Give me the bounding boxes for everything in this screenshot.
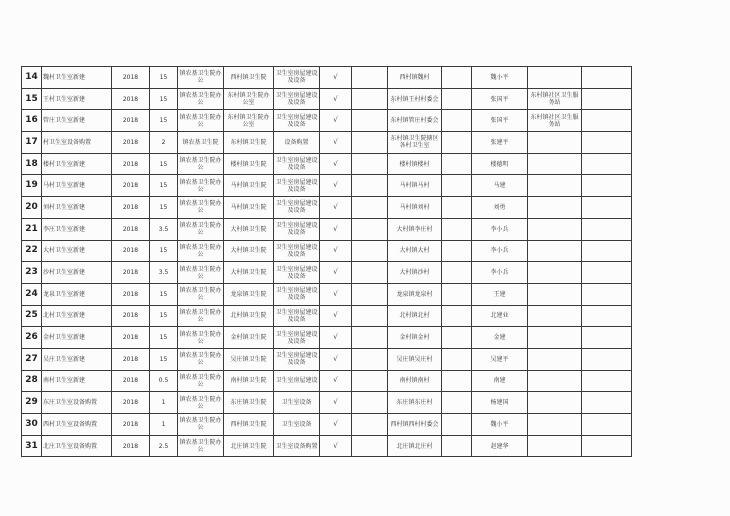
cell-no: 14 — [22, 67, 42, 89]
cell-amount: 15 — [150, 175, 178, 197]
cell-name: 王村卫生室新建 — [42, 88, 112, 110]
cell-person: 李小兵 — [472, 240, 528, 262]
cell-purpose: 卫生室房屋建设及设备 — [274, 305, 320, 327]
empty-cell — [582, 240, 632, 262]
cell-unit: 镇农基卫生院办公 — [178, 327, 224, 349]
cell-amount: 1 — [150, 392, 178, 414]
cell-extra: 东村镇社区卫生服务站 — [528, 88, 582, 110]
empty-cell — [352, 153, 388, 175]
empty-cell — [582, 88, 632, 110]
cell-unit: 镇农基卫生院办公 — [178, 240, 224, 262]
cell-person: 张国平 — [472, 110, 528, 132]
cell-owner: 楼村镇楼村 — [388, 153, 442, 175]
cell-place: 东庄镇卫生院 — [224, 392, 274, 414]
cell-person: 李小兵 — [472, 218, 528, 240]
cell-purpose: 设备购置 — [274, 132, 320, 154]
empty-cell — [442, 240, 472, 262]
cell-purpose: 卫生室房屋建设及设备 — [274, 218, 320, 240]
cell-name: 刘村卫生室新建 — [42, 197, 112, 219]
cell-place: 东村镇卫生院办公室 — [224, 88, 274, 110]
cell-owner: 马村镇刘村 — [388, 197, 442, 219]
cell-no: 20 — [22, 197, 42, 219]
cell-name: 楼村卫生室新建 — [42, 153, 112, 175]
cell-check: √ — [320, 218, 352, 240]
cell-unit: 镇农基卫生院办公 — [178, 435, 224, 457]
cell-owner: 大村镇李庄村 — [388, 218, 442, 240]
cell-year: 2018 — [112, 414, 150, 436]
cell-check: √ — [320, 240, 352, 262]
cell-no: 28 — [22, 370, 42, 392]
cell-extra — [528, 197, 582, 219]
cell-person: 王建 — [472, 283, 528, 305]
cell-unit: 镇农基卫生院办公 — [178, 414, 224, 436]
cell-unit: 镇农基卫生院 — [178, 132, 224, 154]
cell-owner: 东村镇管庄村委会 — [388, 110, 442, 132]
cell-name: 东庄卫生室设备购置 — [42, 392, 112, 414]
cell-owner: 北庄镇北庄村 — [388, 435, 442, 457]
cell-check: √ — [320, 414, 352, 436]
cell-name: 魏村卫生室新建 — [42, 67, 112, 89]
cell-year: 2018 — [112, 370, 150, 392]
cell-purpose: 卫生室设备购置 — [274, 435, 320, 457]
table-row — [22, 414, 632, 436]
cell-name: 管庄卫生室新建 — [42, 110, 112, 132]
cell-name: 马村卫生室新建 — [42, 175, 112, 197]
cell-owner: 北村镇北村 — [388, 305, 442, 327]
cell-name: 村卫生室设备购置 — [42, 132, 112, 154]
empty-cell — [442, 197, 472, 219]
cell-person: 张国平 — [472, 88, 528, 110]
cell-purpose: 卫生室房屋建设及设备 — [274, 283, 320, 305]
cell-unit: 镇农基卫生院办公 — [178, 348, 224, 370]
cell-place: 马村镇卫生院 — [224, 197, 274, 219]
cell-no: 30 — [22, 414, 42, 436]
empty-cell — [442, 435, 472, 457]
cell-check: √ — [320, 153, 352, 175]
cell-year: 2018 — [112, 67, 150, 89]
cell-name: 金村卫生室新建 — [42, 327, 112, 349]
table-row — [22, 283, 632, 305]
cell-extra — [528, 370, 582, 392]
cell-place: 北村镇卫生院 — [224, 305, 274, 327]
cell-owner: 东庄镇东庄村 — [388, 392, 442, 414]
table-row — [22, 175, 632, 197]
empty-cell — [352, 370, 388, 392]
cell-purpose: 卫生室房屋建设及设备 — [274, 327, 320, 349]
cell-extra — [528, 175, 582, 197]
empty-cell — [582, 110, 632, 132]
cell-person: 楼德明 — [472, 153, 528, 175]
cell-year: 2018 — [112, 110, 150, 132]
cell-check: √ — [320, 392, 352, 414]
empty-cell — [442, 392, 472, 414]
cell-name: 吴庄卫生室新建 — [42, 348, 112, 370]
empty-cell — [352, 175, 388, 197]
cell-no: 25 — [22, 305, 42, 327]
cell-place: 大村镇卫生院 — [224, 218, 274, 240]
empty-cell — [582, 327, 632, 349]
cell-owner: 东村镇卫生院辖区各村卫生室 — [388, 132, 442, 154]
empty-cell — [352, 132, 388, 154]
cell-amount: 3.5 — [150, 218, 178, 240]
empty-cell — [582, 435, 632, 457]
cell-purpose: 卫生室房屋建设及设备 — [274, 88, 320, 110]
cell-unit: 镇农基卫生院办公 — [178, 305, 224, 327]
cell-amount: 3.5 — [150, 262, 178, 284]
table-row — [22, 67, 632, 89]
cell-extra — [528, 218, 582, 240]
cell-extra — [528, 305, 582, 327]
cell-no: 17 — [22, 132, 42, 154]
cell-unit: 镇农基卫生院办公 — [178, 218, 224, 240]
cell-no: 16 — [22, 110, 42, 132]
cell-name: 沙村卫生室新建 — [42, 262, 112, 284]
cell-purpose: 卫生室设备 — [274, 414, 320, 436]
cell-name: 西村卫生室设备购置 — [42, 414, 112, 436]
empty-cell — [352, 305, 388, 327]
table-row — [22, 110, 632, 132]
cell-purpose: 卫生室房屋建设及设备 — [274, 197, 320, 219]
cell-unit: 镇农基卫生院办公 — [178, 110, 224, 132]
empty-cell — [442, 370, 472, 392]
table-row — [22, 218, 632, 240]
cell-no: 26 — [22, 327, 42, 349]
cell-owner: 西村镇西村村委会 — [388, 414, 442, 436]
cell-owner: 大村镇大村 — [388, 240, 442, 262]
cell-check: √ — [320, 175, 352, 197]
cell-person: 金建 — [472, 327, 528, 349]
cell-no: 18 — [22, 153, 42, 175]
cell-no: 31 — [22, 435, 42, 457]
cell-extra — [528, 153, 582, 175]
cell-year: 2018 — [112, 132, 150, 154]
empty-cell — [582, 67, 632, 89]
table-body — [22, 67, 632, 457]
cell-check: √ — [320, 132, 352, 154]
cell-person: 张建平 — [472, 132, 528, 154]
empty-cell — [442, 348, 472, 370]
empty-cell — [352, 262, 388, 284]
cell-person: 吴建平 — [472, 348, 528, 370]
cell-year: 2018 — [112, 218, 150, 240]
cell-amount: 15 — [150, 88, 178, 110]
cell-no: 29 — [22, 392, 42, 414]
cell-owner: 南村镇南村 — [388, 370, 442, 392]
cell-purpose: 卫生室房屋建设及设备 — [274, 240, 320, 262]
cell-person: 北建业 — [472, 305, 528, 327]
cell-extra — [528, 327, 582, 349]
table-row — [22, 305, 632, 327]
cell-extra — [528, 240, 582, 262]
cell-extra — [528, 392, 582, 414]
cell-owner: 龙泉镇龙泉村 — [388, 283, 442, 305]
cell-extra — [528, 348, 582, 370]
cell-amount: 15 — [150, 153, 178, 175]
table-row — [22, 392, 632, 414]
cell-amount: 15 — [150, 283, 178, 305]
cell-place: 金村镇卫生院 — [224, 327, 274, 349]
empty-cell — [352, 392, 388, 414]
cell-year: 2018 — [112, 88, 150, 110]
cell-check: √ — [320, 110, 352, 132]
cell-unit: 镇农基卫生院办公 — [178, 67, 224, 89]
cell-name: 龙泉卫生室新建 — [42, 283, 112, 305]
cell-name: 南村卫生室新建 — [42, 370, 112, 392]
cell-place: 北庄镇卫生院 — [224, 435, 274, 457]
empty-cell — [582, 175, 632, 197]
cell-owner: 吴庄镇吴庄村 — [388, 348, 442, 370]
cell-purpose: 卫生室房屋建设 — [274, 370, 320, 392]
cell-name: 李庄卫生室新建 — [42, 218, 112, 240]
cell-year: 2018 — [112, 197, 150, 219]
cell-check: √ — [320, 370, 352, 392]
cell-amount: 2 — [150, 132, 178, 154]
cell-year: 2018 — [112, 305, 150, 327]
cell-year: 2018 — [112, 348, 150, 370]
cell-no: 15 — [22, 88, 42, 110]
empty-cell — [442, 262, 472, 284]
cell-person: 马建 — [472, 175, 528, 197]
empty-cell — [582, 348, 632, 370]
cell-year: 2018 — [112, 283, 150, 305]
cell-amount: 0.5 — [150, 370, 178, 392]
empty-cell — [582, 370, 632, 392]
empty-cell — [442, 283, 472, 305]
cell-owner: 西村镇魏村 — [388, 67, 442, 89]
empty-cell — [582, 283, 632, 305]
cell-extra: 东村镇社区卫生服务站 — [528, 110, 582, 132]
cell-amount: 15 — [150, 67, 178, 89]
cell-check: √ — [320, 67, 352, 89]
cell-purpose: 卫生室房屋建设及设备 — [274, 153, 320, 175]
cell-extra — [528, 414, 582, 436]
cell-person: 杨建国 — [472, 392, 528, 414]
empty-cell — [352, 283, 388, 305]
cell-no: 23 — [22, 262, 42, 284]
cell-amount: 15 — [150, 348, 178, 370]
cell-name: 大村卫生室新建 — [42, 240, 112, 262]
table-row — [22, 370, 632, 392]
cell-place: 西村镇卫生院 — [224, 414, 274, 436]
cell-check: √ — [320, 262, 352, 284]
table-row — [22, 348, 632, 370]
empty-cell — [352, 348, 388, 370]
cell-check: √ — [320, 197, 352, 219]
empty-cell — [442, 305, 472, 327]
cell-year: 2018 — [112, 327, 150, 349]
cell-purpose: 卫生室房屋建设及设备 — [274, 67, 320, 89]
cell-no: 22 — [22, 240, 42, 262]
cell-extra — [528, 435, 582, 457]
cell-check: √ — [320, 327, 352, 349]
empty-cell — [352, 67, 388, 89]
empty-cell — [582, 153, 632, 175]
cell-place: 楼村镇卫生院 — [224, 153, 274, 175]
cell-year: 2018 — [112, 240, 150, 262]
cell-year: 2018 — [112, 392, 150, 414]
empty-cell — [352, 435, 388, 457]
cell-name: 北村卫生室新建 — [42, 305, 112, 327]
cell-place: 东村镇卫生院办公室 — [224, 110, 274, 132]
cell-unit: 镇农基卫生院办公 — [178, 153, 224, 175]
cell-purpose: 卫生室设备 — [274, 392, 320, 414]
cell-year: 2018 — [112, 153, 150, 175]
cell-unit: 镇农基卫生院办公 — [178, 392, 224, 414]
table-row — [22, 88, 632, 110]
cell-person: 李小兵 — [472, 262, 528, 284]
empty-cell — [352, 197, 388, 219]
empty-cell — [442, 132, 472, 154]
cell-unit: 镇农基卫生院办公 — [178, 370, 224, 392]
cell-place: 西村镇卫生院 — [224, 67, 274, 89]
empty-cell — [582, 392, 632, 414]
cell-amount: 15 — [150, 197, 178, 219]
empty-cell — [582, 132, 632, 154]
cell-place: 龙泉镇卫生院 — [224, 283, 274, 305]
empty-cell — [352, 218, 388, 240]
empty-cell — [352, 414, 388, 436]
empty-cell — [442, 414, 472, 436]
cell-place: 吴庄镇卫生院 — [224, 348, 274, 370]
cell-person: 魏小平 — [472, 414, 528, 436]
cell-place: 大村镇卫生院 — [224, 262, 274, 284]
cell-year: 2018 — [112, 262, 150, 284]
empty-cell — [442, 175, 472, 197]
cell-amount: 15 — [150, 110, 178, 132]
cell-no: 27 — [22, 348, 42, 370]
cell-year: 2018 — [112, 435, 150, 457]
table-row — [22, 153, 632, 175]
empty-cell — [582, 414, 632, 436]
cell-place: 南村镇卫生院 — [224, 370, 274, 392]
cell-amount: 15 — [150, 305, 178, 327]
empty-cell — [442, 153, 472, 175]
cell-no: 19 — [22, 175, 42, 197]
cell-owner: 东村镇王村村委会 — [388, 88, 442, 110]
cell-person: 赵建华 — [472, 435, 528, 457]
cell-extra — [528, 262, 582, 284]
empty-cell — [352, 240, 388, 262]
cell-person: 南建 — [472, 370, 528, 392]
cell-amount: 15 — [150, 240, 178, 262]
cell-amount: 15 — [150, 327, 178, 349]
cell-purpose: 卫生室房屋建设及设备 — [274, 348, 320, 370]
empty-cell — [352, 327, 388, 349]
table-row — [22, 327, 632, 349]
empty-cell — [582, 262, 632, 284]
cell-unit: 镇农基卫生院办公 — [178, 175, 224, 197]
table-row — [22, 197, 632, 219]
cell-extra — [528, 283, 582, 305]
empty-cell — [442, 218, 472, 240]
cell-check: √ — [320, 283, 352, 305]
cell-person: 魏小平 — [472, 67, 528, 89]
cell-purpose: 卫生室房屋建设及设备 — [274, 110, 320, 132]
cell-year: 2018 — [112, 175, 150, 197]
project-table — [21, 66, 632, 457]
table-row — [22, 132, 632, 154]
cell-extra — [528, 67, 582, 89]
cell-purpose: 卫生室房屋建设及设备 — [274, 175, 320, 197]
cell-no: 21 — [22, 218, 42, 240]
empty-cell — [582, 305, 632, 327]
cell-unit: 镇农基卫生院办公 — [178, 88, 224, 110]
cell-name: 北庄卫生室设备购置 — [42, 435, 112, 457]
table-row — [22, 240, 632, 262]
cell-place: 马村镇卫生院 — [224, 175, 274, 197]
cell-purpose: 卫生室房屋建设及设备 — [274, 262, 320, 284]
cell-owner: 马村镇马村 — [388, 175, 442, 197]
cell-check: √ — [320, 435, 352, 457]
cell-check: √ — [320, 305, 352, 327]
cell-owner: 金村镇金村 — [388, 327, 442, 349]
table-row — [22, 435, 632, 457]
empty-cell — [442, 110, 472, 132]
cell-person: 刘勇 — [472, 197, 528, 219]
cell-check: √ — [320, 88, 352, 110]
cell-unit: 镇农基卫生院办公 — [178, 283, 224, 305]
cell-no: 24 — [22, 283, 42, 305]
empty-cell — [582, 197, 632, 219]
empty-cell — [442, 327, 472, 349]
cell-place: 东村镇卫生院 — [224, 132, 274, 154]
cell-place: 大村镇卫生院 — [224, 240, 274, 262]
cell-unit: 镇农基卫生院办公 — [178, 197, 224, 219]
cell-extra — [528, 132, 582, 154]
cell-amount: 1 — [150, 414, 178, 436]
cell-owner: 大村镇沙村 — [388, 262, 442, 284]
table-row — [22, 262, 632, 284]
empty-cell — [352, 110, 388, 132]
cell-check: √ — [320, 348, 352, 370]
empty-cell — [582, 218, 632, 240]
empty-cell — [442, 88, 472, 110]
empty-cell — [352, 88, 388, 110]
cell-unit: 镇农基卫生院办公 — [178, 262, 224, 284]
cell-amount: 2.5 — [150, 435, 178, 457]
empty-cell — [442, 67, 472, 89]
